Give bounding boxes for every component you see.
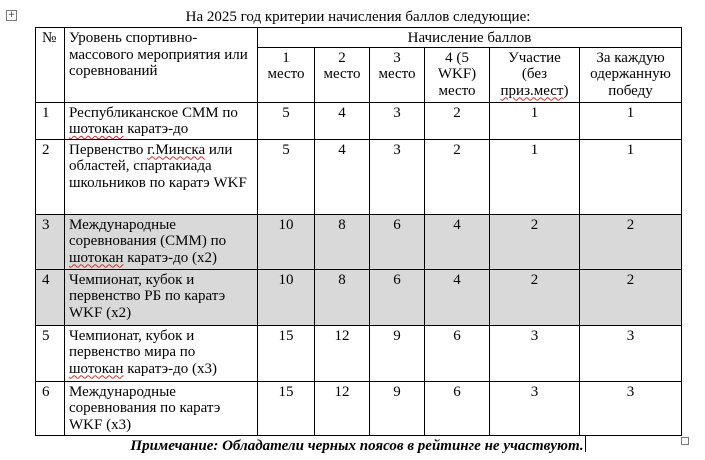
table-row <box>36 102 682 139</box>
row-participation: 2 <box>490 214 580 269</box>
header-participation <box>490 47 580 102</box>
row-num: 1 <box>36 102 65 139</box>
row-p1: 5 <box>258 102 315 139</box>
row-num: 3 <box>36 214 65 269</box>
row-name: Чемпионат, кубок и первенство мира по шотокан каратэ-до (х3) <box>65 325 258 381</box>
row-p1: 10 <box>258 269 315 325</box>
row-name: Республиканское СММ по шотокан каратэ-до <box>65 102 258 139</box>
row-p3: 3 <box>370 139 425 214</box>
header-points-group: Начисление баллов <box>258 28 682 48</box>
row-p4: 6 <box>425 325 490 381</box>
caption: На 2025 год критерии начисления баллов следующие: <box>185 9 531 25</box>
note-text: Примечание: Обладатели черных поясов в рейтинге не участвуют. <box>130 438 584 454</box>
row-p4: 2 <box>425 139 490 214</box>
row-p4: 4 <box>425 269 490 325</box>
row-name: Чемпионат, кубок и первенство РБ по каратэ WKF (х2) <box>65 269 258 325</box>
table-row <box>36 269 682 325</box>
header-participation-b: приз.мест <box>500 82 564 99</box>
header-participation-a: Участие (без <box>508 49 561 82</box>
table-row <box>36 139 682 214</box>
row-p1: 5 <box>258 139 315 214</box>
table-row <box>36 381 682 435</box>
row-p3: 3 <box>370 102 425 139</box>
row-participation: 3 <box>490 381 580 435</box>
row-p1: 10 <box>258 214 315 269</box>
header-participation-c: ) <box>563 82 569 99</box>
note[interactable] <box>35 436 681 455</box>
header-place2: 2 место <box>315 47 370 102</box>
row-name: Международные соревнования (СММ) по шотокан каратэ-до (х2) <box>65 214 258 269</box>
row-p3: 6 <box>370 269 425 325</box>
row-p4: 4 <box>425 214 490 269</box>
row-per-win: 1 <box>580 102 682 139</box>
row-per-win: 3 <box>580 381 682 435</box>
row-participation: 1 <box>490 102 580 139</box>
row-num: 4 <box>36 269 65 325</box>
table-move-handle-icon[interactable]: + <box>7 10 16 20</box>
table-row <box>36 325 682 381</box>
header-place4: 4 (5 WKF) место <box>425 47 490 102</box>
row-p4: 6 <box>425 381 490 435</box>
row-per-win: 2 <box>580 214 682 269</box>
table-resize-handle-icon[interactable] <box>681 437 689 445</box>
scoring-table <box>35 27 682 436</box>
row-per-win: 1 <box>580 139 682 214</box>
row-num: 6 <box>36 381 65 435</box>
row-num: 5 <box>36 325 65 381</box>
row-p4: 2 <box>425 102 490 139</box>
header-place3: 3 место <box>370 47 425 102</box>
header-place1: 1 место <box>258 47 315 102</box>
row-p2: 12 <box>315 325 370 381</box>
row-num: 2 <box>36 139 65 214</box>
header-level: Уровень спортивно-массового мероприятия или соревнований <box>65 28 258 103</box>
row-p1: 15 <box>258 325 315 381</box>
row-p2: 12 <box>315 381 370 435</box>
row-per-win: 2 <box>580 269 682 325</box>
row-participation: 1 <box>490 139 580 214</box>
header-num: № <box>36 28 65 103</box>
row-participation: 3 <box>490 325 580 381</box>
row-p2: 4 <box>315 102 370 139</box>
table-row <box>36 214 682 269</box>
header-per-win: За каждую одержанную победу <box>580 47 682 102</box>
row-p2: 8 <box>315 214 370 269</box>
row-p3: 9 <box>370 381 425 435</box>
row-name: Международные соревнования по каратэ WKF (х3) <box>65 381 258 435</box>
row-p2: 8 <box>315 269 370 325</box>
row-name: Первенство г.Минска или областей, спартакиада школьников по каратэ WKF <box>65 139 258 214</box>
row-p3: 6 <box>370 214 425 269</box>
row-per-win: 3 <box>580 325 682 381</box>
row-p1: 15 <box>258 381 315 435</box>
row-p2: 4 <box>315 139 370 214</box>
row-participation: 2 <box>490 269 580 325</box>
row-p3: 9 <box>370 325 425 381</box>
header-row <box>36 28 682 48</box>
text-cursor <box>585 436 586 452</box>
